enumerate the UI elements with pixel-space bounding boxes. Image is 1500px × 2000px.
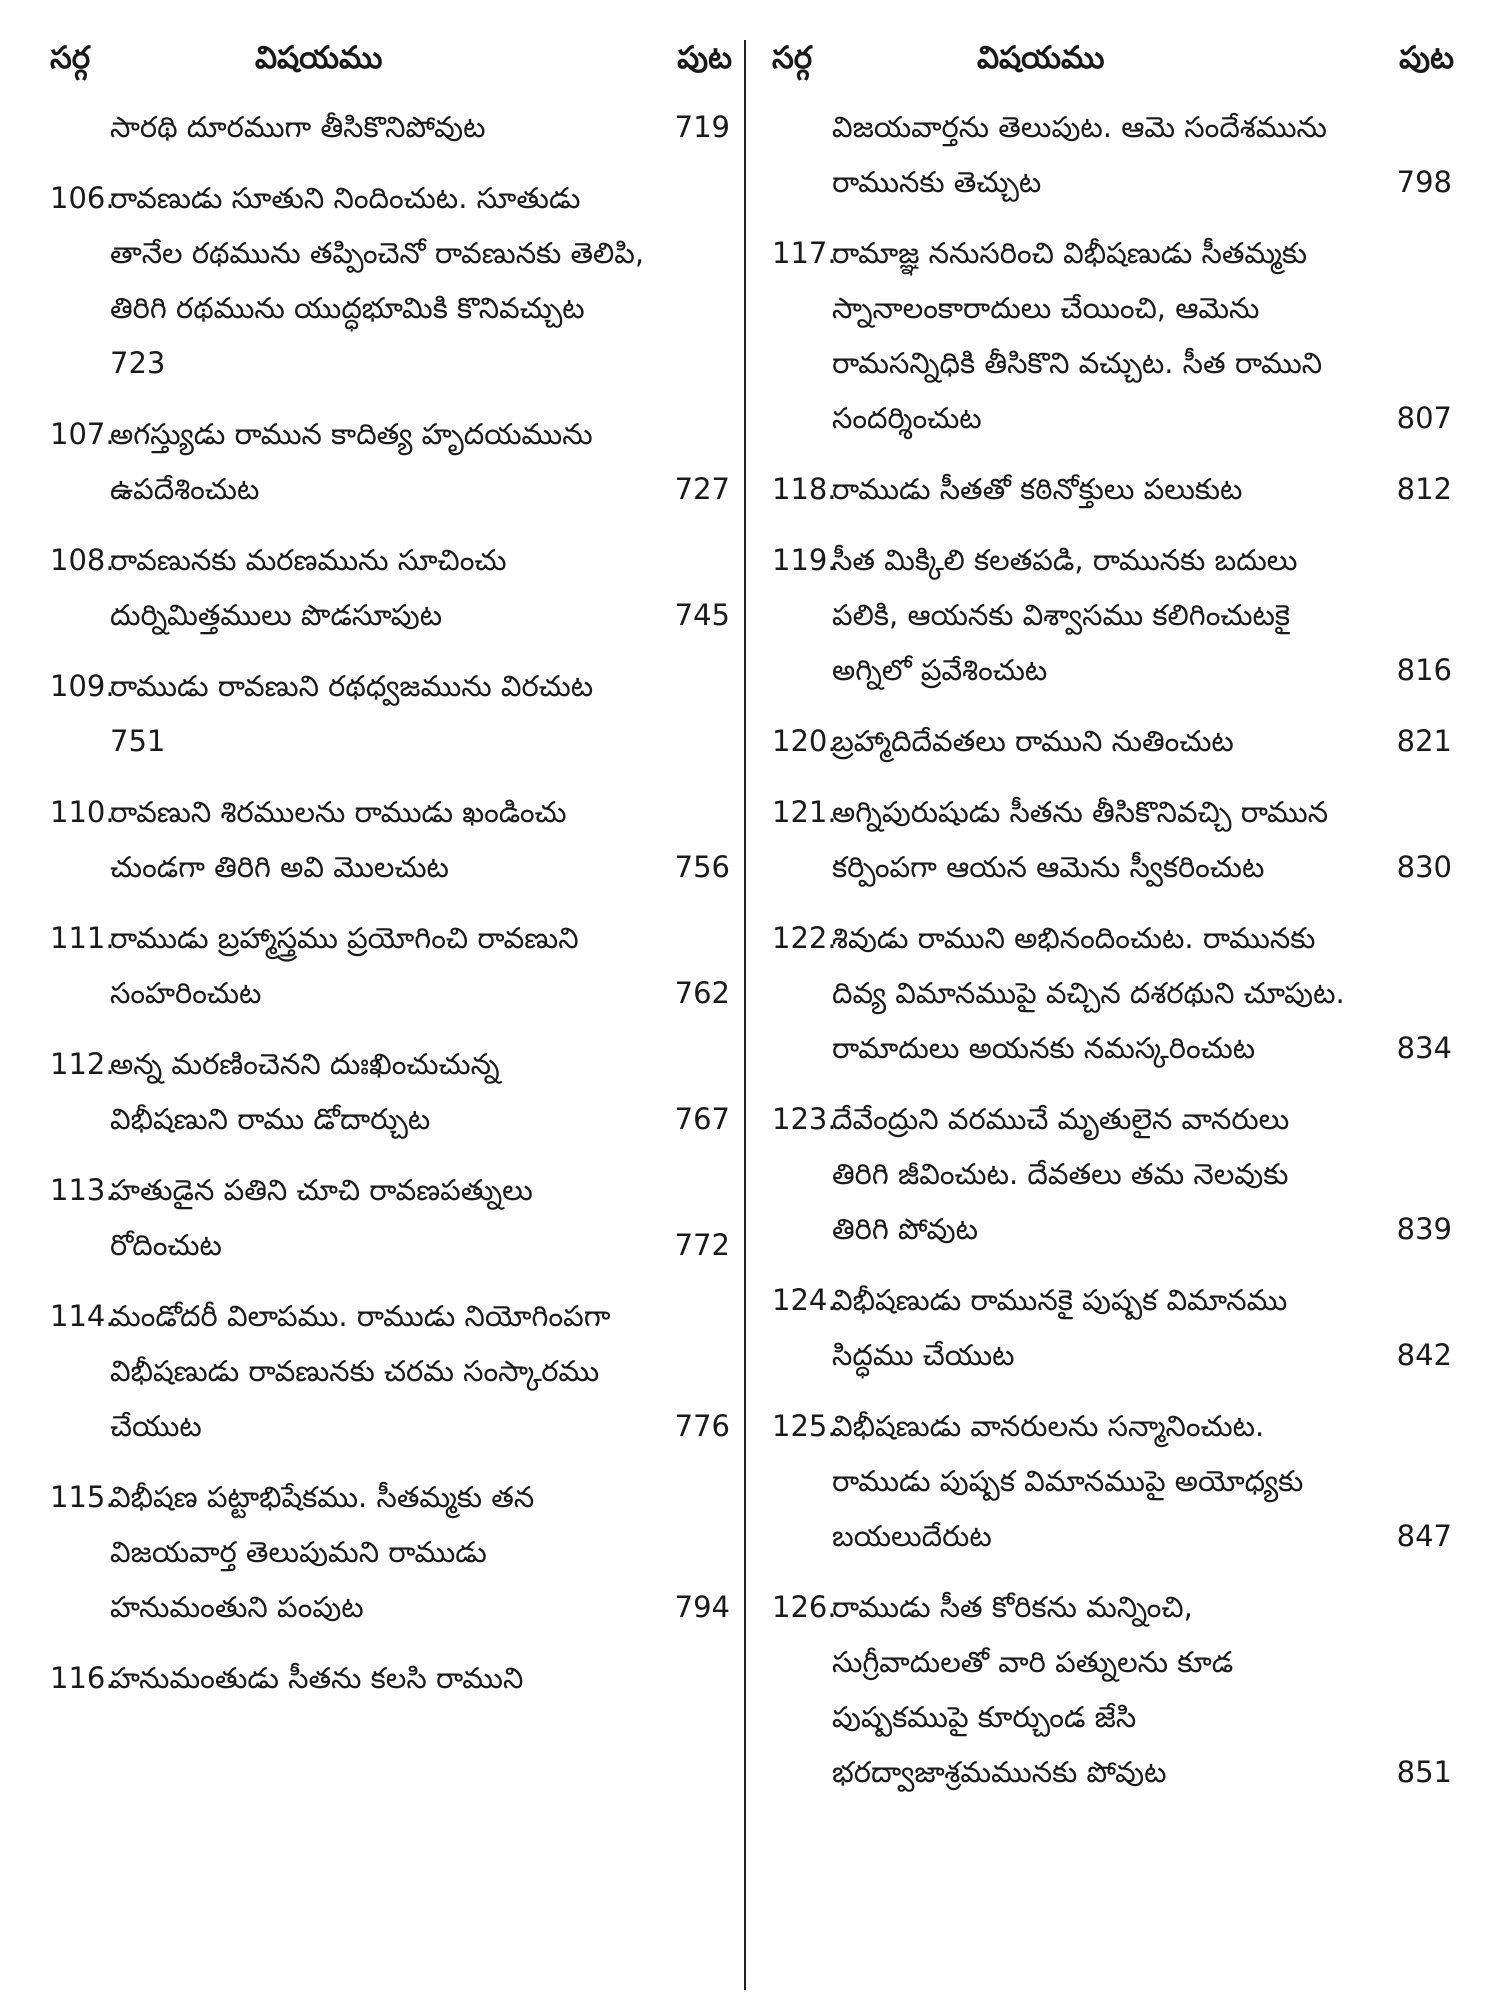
entry-subject	[832, 226, 1462, 446]
subject-line: సుగ్రీవాదులతో వారి పత్నులను కూడ	[832, 1645, 1234, 1679]
entry-subject	[110, 100, 740, 155]
subject-line: దుర్నిమిత్తములు పొడసూపుట	[110, 598, 443, 632]
toc-list-left	[50, 100, 740, 1706]
subject-line: హతుడైన పతిని చూచి రావణపత్నులు	[110, 1173, 533, 1207]
sarga-number: 125.	[772, 1409, 837, 1443]
sarga-number: 122.	[772, 921, 837, 955]
entry-subject	[110, 659, 740, 714]
sarga-number: 124.	[772, 1283, 837, 1317]
subject-line: రావణుని శిరములను రాముడు ఖండించు	[110, 795, 567, 829]
subject-line: అగస్త్యుడు రామున కాదిత్య హృదయమును	[110, 417, 593, 451]
sarga-number: 111.	[50, 921, 115, 955]
sarga-number: 109.	[50, 669, 115, 703]
page-number: 727	[674, 472, 730, 506]
toc-entry	[772, 911, 1462, 1076]
column-divider	[744, 40, 746, 1990]
subject-line: విభీషణుడు వానరులను సన్మానించుట.	[832, 1409, 1265, 1443]
entry-subject	[832, 911, 1462, 1076]
subject-line: విభీషణ పట్టాభిషేకము. సీతమ్మకు తన	[110, 1480, 535, 1514]
column-header-right	[772, 40, 1462, 100]
page-number: 851	[1396, 1755, 1452, 1789]
subject-line: అన్న మరణించెనని దుఃఖించుచున్న	[110, 1047, 500, 1081]
toc-entry	[50, 1651, 740, 1706]
toc-entry	[50, 1289, 740, 1454]
sarga-number: 110.	[50, 795, 115, 829]
sarga-number: 120.	[772, 724, 837, 758]
toc-entry	[772, 533, 1462, 698]
entry-subject	[110, 407, 740, 517]
toc-entry	[50, 171, 740, 391]
sarga-number: 108.	[50, 543, 115, 577]
subject-line: రామాదులు అయనకు నమస్కరించుట	[832, 1031, 1256, 1065]
subject-line: భరద్వాజాశ్రమమునకు పోవుట	[832, 1755, 1167, 1789]
entry-subject	[110, 533, 740, 643]
sarga-number: 119.	[772, 543, 837, 577]
subject-line: తిరిగి పోవుట	[832, 1212, 978, 1246]
subject-line: రాముడు రావణుని రథధ్వజమును విరచుట	[110, 669, 594, 703]
subject-line: సారథి దూరముగా తీసికొనిపోవుట	[110, 110, 486, 144]
header-sarga: సర్గ	[772, 40, 813, 76]
entry-subject	[832, 1273, 1462, 1383]
page-number: 798	[1396, 165, 1452, 199]
subject-line: పుష్పకముపై కూర్చుండ జేసి	[832, 1700, 1137, 1734]
entry-subject	[110, 1163, 740, 1273]
entry-subject	[110, 1651, 740, 1706]
subject-line: రాముడు సీత కోరికను మన్నించి,	[832, 1590, 1193, 1624]
page-number: 812	[1396, 472, 1452, 506]
page-number: 719	[674, 110, 730, 144]
entry-subject	[832, 533, 1462, 698]
subject-line: తిరిగి జీవించుట. దేవతలు తమ నెలవుకు	[832, 1157, 1289, 1191]
toc-entry	[772, 100, 1462, 210]
sarga-number: 115.	[50, 1480, 115, 1514]
page-number: 745	[674, 598, 730, 632]
entry-subject	[110, 785, 740, 895]
toc-column-right	[772, 40, 1462, 1800]
subject-line: దేవేంద్రుని వరముచే మృతులైన వానరులు	[832, 1102, 1290, 1136]
sarga-number: 114.	[50, 1299, 115, 1333]
subject-line: అగ్నిపురుషుడు సీతను తీసికొనివచ్చి రామున	[832, 795, 1329, 829]
subject-line: విజయవార్త తెలుపుమని రాముడు	[110, 1535, 487, 1569]
toc-entry	[50, 1163, 740, 1273]
toc-entry	[50, 1037, 740, 1147]
toc-entry	[772, 1580, 1462, 1800]
subject-line: రామాజ్ఞ ననుసరించి విభీషణుడు సీతమ్మకు	[832, 236, 1308, 270]
toc-list-right	[772, 100, 1462, 1800]
subject-line: పలికి, ఆయనకు విశ్వాసము కలిగించుటకై	[832, 598, 1291, 632]
entry-subject	[832, 785, 1462, 895]
subject-line: రోదించుట	[110, 1228, 222, 1262]
subject-line: రావణుడు సూతుని నిందించుట. సూతుడు	[110, 181, 581, 215]
page-number: 807	[1396, 401, 1452, 435]
header-vishayamu: విషయము	[255, 40, 383, 76]
subject-line: హనుమంతుని పంపుట	[110, 1590, 364, 1624]
entry-subject	[832, 1092, 1462, 1257]
page-number: 821	[1396, 724, 1452, 758]
toc-entry	[50, 533, 740, 643]
page-number: 776	[674, 1409, 730, 1443]
page-number: 816	[1396, 653, 1452, 687]
entry-subject	[832, 1580, 1462, 1800]
toc-entry	[772, 1273, 1462, 1383]
toc-entry	[50, 659, 740, 769]
entry-subject	[832, 714, 1462, 769]
header-puta: పుట	[677, 40, 732, 76]
page-number: 830	[1396, 850, 1452, 884]
subject-line: రావణునకు మరణమును సూచించు	[110, 543, 507, 577]
subject-line: బయలుదేరుట	[832, 1519, 992, 1553]
subject-line: అగ్నిలో ప్రవేశించుట	[832, 653, 1048, 687]
sarga-number: 116.	[50, 1661, 115, 1695]
page-number: 772	[674, 1228, 730, 1262]
subject-line: తిరిగి రథమును యుద్ధభూమికి కొనివచ్చుట	[110, 291, 585, 325]
entry-subject	[110, 1470, 740, 1635]
sarga-number: 121.	[772, 795, 837, 829]
header-sarga: సర్గ	[50, 40, 91, 76]
sarga-number: 118.	[772, 472, 837, 506]
subject-line: రాముడు సీతతో కఠినోక్తులు పలుకుట	[832, 472, 1243, 506]
entry-subject	[832, 462, 1462, 517]
toc-entry	[772, 785, 1462, 895]
toc-entry	[50, 100, 740, 155]
page-number: 847	[1396, 1519, 1452, 1553]
sarga-number: 123.	[772, 1102, 837, 1136]
toc-column-left	[50, 40, 740, 1706]
entry-subject	[110, 171, 740, 336]
page-number: 839	[1396, 1212, 1452, 1246]
subject-line: విజయవార్తను తెలుపుట. ఆమె సందేశమును	[832, 110, 1327, 144]
subject-line: సీత మిక్కిలి కలతపడి, రామునకు బదులు	[832, 543, 1298, 577]
entry-subject	[110, 1037, 740, 1147]
entry-subject	[832, 100, 1462, 210]
subject-line: స్నానాలంకారాదులు చేయించి, ఆమెను	[832, 291, 1260, 325]
page-number: 751	[110, 724, 166, 758]
page-number: 762	[674, 976, 730, 1010]
subject-line: ఉపదేశించుట	[110, 472, 260, 506]
toc-entry	[772, 226, 1462, 446]
sarga-number: 112.	[50, 1047, 115, 1081]
subject-line: విభీషణుని రాము డోదార్చుట	[110, 1102, 431, 1136]
toc-entry	[50, 911, 740, 1021]
sarga-number: 113.	[50, 1173, 115, 1207]
subject-line: తానేల రథమును తప్పించెనో రావణునకు తెలిపి,	[110, 236, 645, 270]
entry-subject	[832, 1399, 1462, 1564]
subject-line: శివుడు రాముని అభినందించుట. రామునకు	[832, 921, 1316, 955]
subject-line: బ్రహ్మాదిదేవతలు రాముని నుతించుట	[832, 724, 1234, 758]
subject-line: హనుమంతుడు సీతను కలసి రాముని	[110, 1661, 524, 1695]
subject-line: చుండగా తిరిగి అవి మొలచుట	[110, 850, 449, 884]
toc-entry	[50, 1470, 740, 1635]
subject-line: రాముడు బ్రహ్మాస్త్రము ప్రయోగించి రావణుని	[110, 921, 579, 955]
subject-line: రామసన్నిధికి తీసికొని వచ్చుట. సీత రాముని	[832, 346, 1323, 380]
subject-line: విభీషణుడు రావణునకు చరమ సంస్కారము	[110, 1354, 600, 1388]
toc-entry	[772, 462, 1462, 517]
subject-line: రామునకు తెచ్చుట	[832, 165, 1042, 199]
header-puta: పుట	[1399, 40, 1454, 76]
toc-entry	[50, 785, 740, 895]
subject-line: కర్పింపగా ఆయన ఆమెను స్వీకరించుట	[832, 850, 1265, 884]
sarga-number: 117.	[772, 236, 837, 270]
subject-line: చేయుట	[110, 1409, 202, 1443]
header-vishayamu: విషయము	[977, 40, 1105, 76]
subject-line: రాముడు పుష్పక విమానముపై అయోధ్యకు	[832, 1464, 1304, 1498]
entry-subject	[110, 911, 740, 1021]
page-number: 794	[674, 1590, 730, 1624]
subject-line: సంహరించుట	[110, 976, 262, 1010]
subject-line: మండోదరీ విలాపము. రాముడు నియోగింపగా	[110, 1299, 611, 1333]
toc-entry	[772, 714, 1462, 769]
column-header-left	[50, 40, 740, 100]
subject-line: సందర్శించుట	[832, 401, 982, 435]
sarga-number: 106.	[50, 181, 115, 215]
subject-line: విభీషణుడు రామునకై పుష్పక విమానము	[832, 1283, 1288, 1317]
page-number: 756	[674, 850, 730, 884]
subject-line: దివ్య విమానముపై వచ్చిన దశరథుని చూపుట.	[832, 976, 1345, 1010]
page-number: 842	[1396, 1338, 1452, 1372]
page-number: 767	[674, 1102, 730, 1136]
toc-entry	[772, 1092, 1462, 1257]
toc-entry	[50, 407, 740, 517]
page-number: 723	[110, 346, 166, 380]
toc-entry	[772, 1399, 1462, 1564]
page-number: 834	[1396, 1031, 1452, 1065]
sarga-number: 107.	[50, 417, 115, 451]
entry-subject	[110, 1289, 740, 1454]
sarga-number: 126.	[772, 1590, 837, 1624]
subject-line: సిద్ధము చేయుట	[832, 1338, 1015, 1372]
